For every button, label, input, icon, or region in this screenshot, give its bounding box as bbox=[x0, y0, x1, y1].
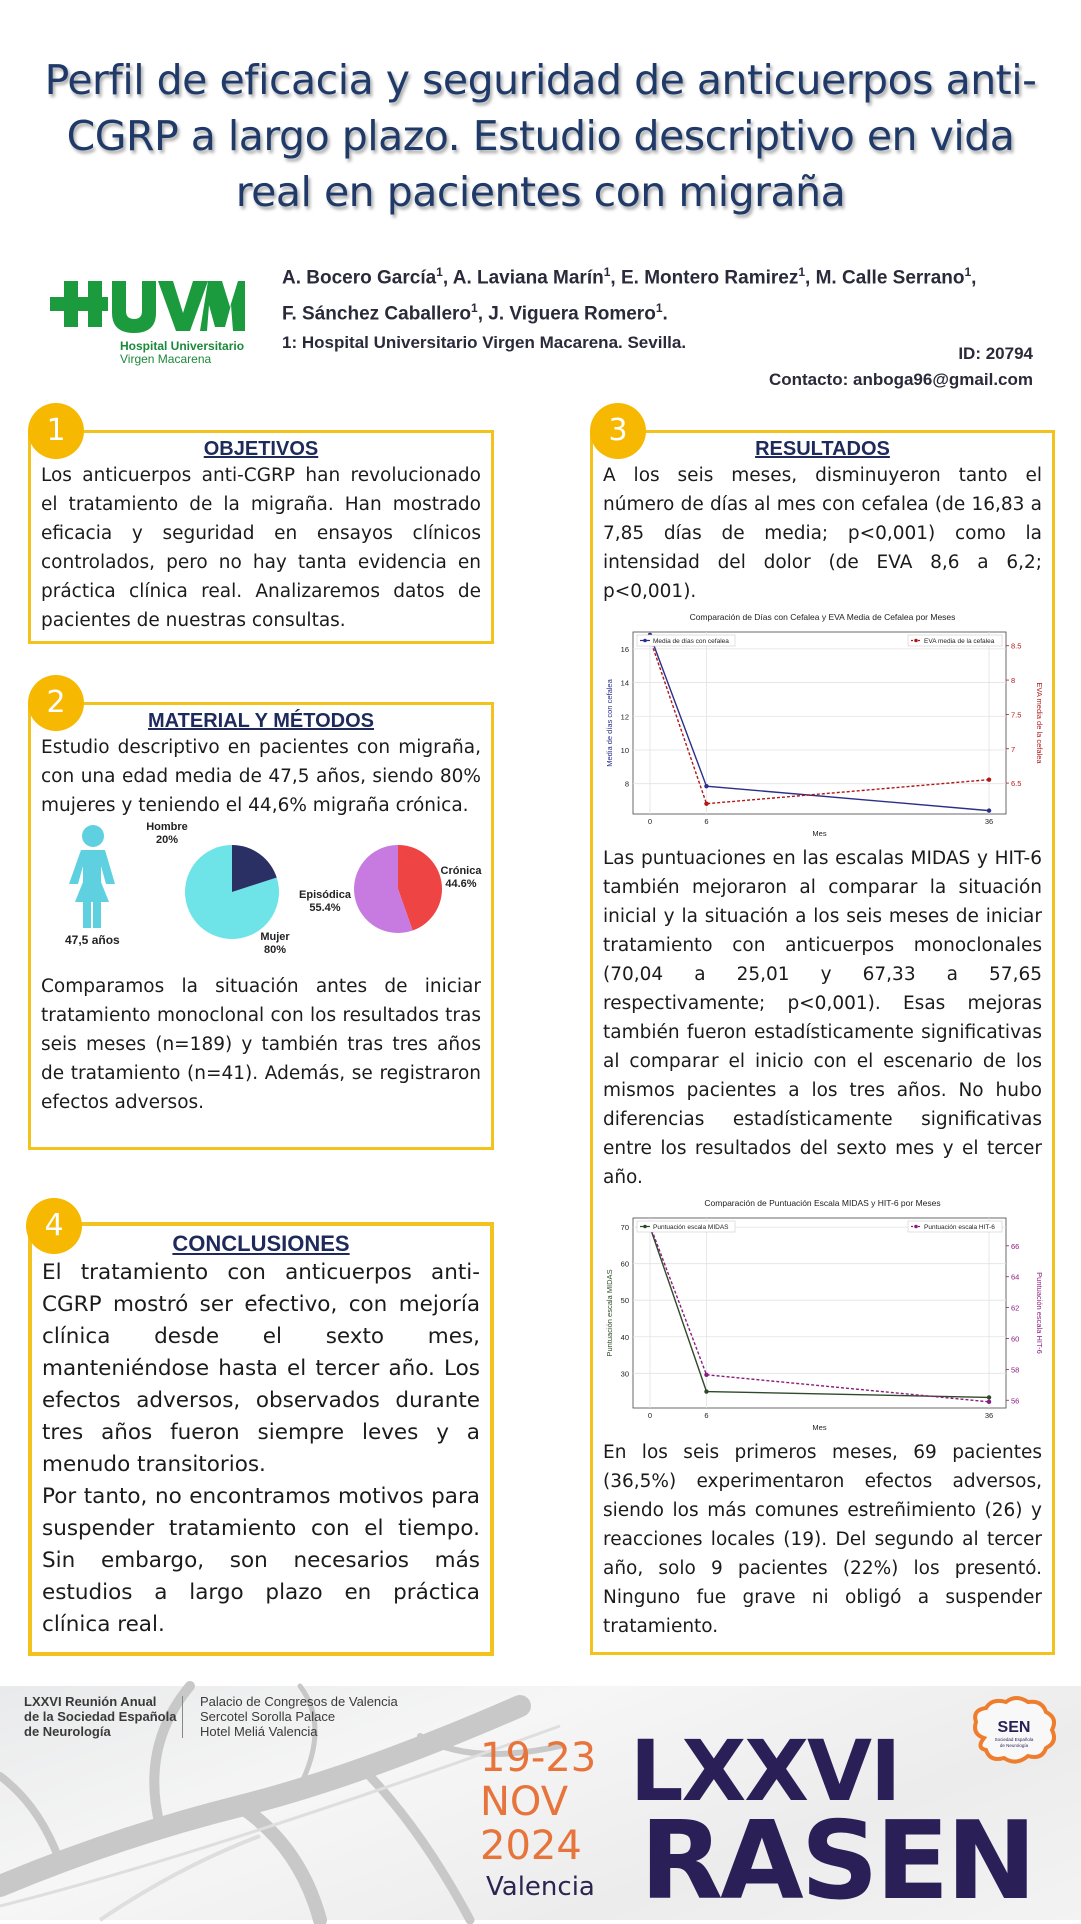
pie-label-episodica-pct: 55.4% bbox=[309, 902, 341, 914]
author-affiliation-mark: 1 bbox=[603, 265, 611, 279]
author-name: J. Viguera Romero bbox=[488, 303, 656, 325]
y-axis-label: Puntuación escala MIDAS bbox=[605, 1269, 614, 1357]
pie-label-episodica: Episódica bbox=[299, 889, 351, 901]
x-tick-label: 0 bbox=[647, 1411, 653, 1420]
y2-tick-label: 6.5 bbox=[1011, 779, 1022, 789]
chart-title: Comparación de Puntuación Escala MIDAS y HIT-6 por Meses bbox=[704, 1198, 941, 1208]
resultados-heading: RESULTADOS bbox=[755, 438, 890, 460]
conclusiones-text-2: Por tanto, no encontramos motivos para suspender tratamiento con el tiempo. Sin embargo, son necesarios más estudios a largo plazo en práctica clínica real. bbox=[42, 1484, 480, 1637]
author-name: M. Calle Serrano bbox=[815, 267, 965, 289]
section-number-badge: 1 bbox=[28, 403, 84, 459]
x-tick-label: 6 bbox=[704, 1411, 709, 1420]
y2-tick-label: 7.5 bbox=[1011, 710, 1022, 720]
event-edition: LXXVI bbox=[630, 1722, 900, 1820]
y-tick-label: 10 bbox=[620, 745, 629, 755]
legend-label: Puntuación escala HIT-6 bbox=[924, 1224, 995, 1231]
sen-logo-text: SEN bbox=[997, 1719, 1031, 1736]
data-point bbox=[987, 777, 991, 781]
series-line bbox=[650, 1227, 989, 1397]
legend-right bbox=[908, 1221, 1002, 1232]
sen-logo bbox=[968, 1694, 1060, 1768]
sex-pie-chart bbox=[185, 845, 279, 939]
author-affiliation-mark: 1 bbox=[436, 265, 443, 279]
section-number-badge: 3 bbox=[590, 403, 646, 459]
author-name: A. Laviana Marín bbox=[452, 267, 604, 289]
y-tick-label: 70 bbox=[620, 1223, 629, 1233]
event-name: RASEN bbox=[640, 1799, 1034, 1924]
author-name: F. Sánchez Caballero bbox=[282, 303, 472, 325]
plot-frame bbox=[633, 1218, 1006, 1408]
x-axis-label: Mes bbox=[812, 829, 827, 838]
metodos-text-2: Comparamos la situación antes de iniciar tratamiento monoclonal con los resultados tras seis meses (n=189) y también tras tres años de tratamiento (n=41). Además, se registraron efectos adversos. bbox=[41, 976, 481, 1113]
legend-left bbox=[637, 1221, 735, 1232]
author-affiliation-mark: 1 bbox=[798, 265, 806, 279]
series-line bbox=[650, 639, 989, 804]
y2-axis-label: EVA media de la cefalea bbox=[1035, 682, 1044, 764]
age-label: 47,5 años bbox=[65, 933, 120, 947]
legend-marker bbox=[914, 1225, 918, 1229]
data-point bbox=[704, 1373, 708, 1377]
y2-tick-label: 58 bbox=[1011, 1365, 1020, 1375]
huvm-logo-mark bbox=[50, 275, 245, 337]
legend-left bbox=[637, 635, 735, 646]
affiliation: 1: Hospital Universitario Virgen Macarena. Sevilla. bbox=[282, 333, 687, 352]
plot-frame bbox=[633, 632, 1006, 814]
y2-tick-label: 62 bbox=[1011, 1303, 1020, 1313]
legend-label: Puntuación escala MIDAS bbox=[653, 1224, 729, 1231]
x-tick-label: 0 bbox=[647, 817, 653, 826]
y-tick-label: 14 bbox=[620, 678, 629, 688]
author-list bbox=[282, 257, 1042, 330]
conclusiones-text-1: El tratamiento con anticuerpos anti-CGRP mostró ser efectivo, con mejoría clínica desde el sexto mes, manteniéndose hasta el tercer año. Los efectos adversos, observados durante tres años fueron siempre leves y a menudo transitorios. bbox=[42, 1260, 480, 1477]
y2-tick-label: 60 bbox=[1011, 1334, 1020, 1344]
y-tick-label: 8 bbox=[624, 779, 629, 789]
x-tick-label: 36 bbox=[984, 1411, 994, 1420]
hospital-name: Hospital Universitario Virgen Macarena bbox=[120, 339, 245, 366]
y2-tick-label: 8 bbox=[1011, 676, 1016, 686]
y-tick-label: 50 bbox=[620, 1296, 629, 1306]
hospital-logo bbox=[50, 275, 245, 370]
resultados-text-2: Las puntuaciones en las escalas MIDAS y HIT-6 también mejoraron al comparar la situación inicial y la situación a los seis meses de iniciar tratamiento con anticuerpos monoclonales (70,04 a 25,01 y 67,33 a 57,65 respectivamente; p<0,001). Esas mejoras también fueron estadísticamente significativas al comparar el inicio con el escenario de los mismos pacientes a los tres años. No hubo diferencias estadísticamente significativas entre los resultados del sexto mes y el tercer año. bbox=[603, 848, 1042, 1188]
y2-tick-label: 56 bbox=[1011, 1396, 1020, 1406]
conclusiones-heading: CONCLUSIONES bbox=[172, 1231, 350, 1256]
section-objetivos bbox=[28, 430, 494, 644]
chart-title: Comparación de Días con Cefalea y EVA Media de Cefalea por Meses bbox=[689, 612, 956, 622]
objetivos-text: Los anticuerpos anti-CGRP han revolucionado el tratamiento de la migraña. Han mostrado eficacia y seguridad en ensayos clínicos controlados, pero no hay tanta evidencia en práctica clínica real. Analizaremos datos de pacientes de nuestras consultas. bbox=[41, 465, 481, 631]
author-affiliation-mark: 1 bbox=[964, 265, 972, 279]
resultados-text-1: A los seis meses, disminuyeron tanto el número de días al mes con cefalea (de 16,83 a 7,85 días de media; p<0,001) como la intensidad del dolor (de EVA 8,6 a 6,2; p<0,001). bbox=[603, 465, 1042, 602]
x-tick-label: 6 bbox=[704, 817, 709, 826]
woman-icon bbox=[69, 825, 115, 928]
y-axis-label: Media de días con cefalea bbox=[605, 679, 614, 767]
pie-label-mujer: Mujer bbox=[260, 931, 290, 943]
chart-midas-hit6 bbox=[603, 1196, 1042, 1434]
y2-axis-label: Puntuación escala HIT-6 bbox=[1035, 1272, 1044, 1354]
event-city: Valencia bbox=[486, 1872, 595, 1902]
author-name: E. Montero Ramirez bbox=[620, 267, 799, 289]
pie-label-mujer-pct: 80% bbox=[263, 944, 287, 956]
author-name: A. Bocero García bbox=[282, 267, 437, 289]
legend-label: EVA media de la cefalea bbox=[924, 638, 995, 645]
y-tick-label: 16 bbox=[620, 644, 629, 654]
y2-tick-label: 7 bbox=[1011, 744, 1016, 754]
chart-headache-days-eva bbox=[603, 610, 1042, 840]
sen-logo-subtitle: Sociedad Española bbox=[994, 1737, 1034, 1742]
event-dates: 19-23 NOV 2024 bbox=[480, 1735, 597, 1869]
x-axis-label: Mes bbox=[812, 1423, 827, 1432]
author-affiliation-mark: 1 bbox=[471, 301, 478, 316]
pie-label-cronica: Crónica bbox=[440, 865, 482, 877]
data-point bbox=[987, 808, 991, 812]
abstract-id: ID: 20794 bbox=[958, 344, 1033, 363]
resultados-text-3: En los seis primeros meses, 69 pacientes (36,5%) experimentaron efectos adversos, siendo los más comunes estreñimiento (26) y reacciones locales (19). Del segundo al tercer año, solo 9 pacientes (22%) los presentó. Ninguno fue grave ni obligó a suspender tratamiento. bbox=[603, 1442, 1042, 1637]
section-resultados bbox=[590, 430, 1055, 1655]
objetivos-heading: OBJETIVOS bbox=[203, 438, 319, 460]
legend-label: Media de días con cefalea bbox=[653, 638, 729, 645]
author-affiliation-mark: 1 bbox=[655, 301, 663, 316]
data-point bbox=[704, 801, 708, 805]
x-tick-label: 36 bbox=[984, 817, 994, 826]
pie-label-cronica-pct: 44.6% bbox=[445, 878, 477, 890]
data-point bbox=[704, 784, 708, 788]
legend-marker bbox=[643, 1225, 647, 1229]
author-line: A. Bocero García$^1$, A. Laviana Marín$^1$, E. Montero Ramirez$^1$, M. Calle Serrano$^1$, bbox=[282, 265, 977, 289]
section-number-badge: 4 bbox=[26, 1198, 82, 1254]
legend-marker bbox=[643, 639, 647, 643]
author-line: F. Sánchez Caballero$^1$, J. Viguera Romero$^1$. bbox=[282, 301, 668, 325]
metodos-text-1: Estudio descriptivo en pacientes con migraña, con una edad media de 47,5 años, siendo 80% mujeres y teniendo el 44,6% migraña crónica. bbox=[41, 737, 481, 816]
y-tick-label: 12 bbox=[620, 712, 629, 722]
section-conclusiones bbox=[28, 1222, 494, 1656]
y2-tick-label: 64 bbox=[1011, 1272, 1020, 1282]
data-point bbox=[987, 1400, 991, 1404]
legend-marker bbox=[914, 639, 918, 643]
section-number-badge: 2 bbox=[28, 675, 84, 731]
conference-footer bbox=[0, 1686, 1081, 1924]
y-tick-label: 30 bbox=[620, 1369, 629, 1379]
pie-label-hombre-pct: 20% bbox=[155, 834, 179, 846]
poster-title: Perfil de eficacia y seguridad de anticuerpos anti-CGRP a largo plazo. Estudio descriptivo en vida real en pacientes con migraña bbox=[44, 56, 1037, 216]
legend-right bbox=[908, 635, 1002, 646]
footer-divider bbox=[182, 1696, 183, 1738]
pie-label-hombre: Hombre bbox=[146, 821, 188, 833]
meeting-name: LXXVI Reunión Anual de la Sociedad Española de Neurología bbox=[24, 1694, 177, 1739]
section-metodos bbox=[28, 702, 494, 1150]
migraine-type-pie-chart bbox=[354, 845, 442, 933]
y2-tick-label: 66 bbox=[1011, 1241, 1020, 1251]
data-point bbox=[987, 1395, 991, 1399]
y2-tick-label: 8.5 bbox=[1011, 641, 1022, 651]
metodos-heading: MATERIAL Y MÉTODOS bbox=[148, 710, 374, 732]
sen-logo-subtitle: de Neurología bbox=[999, 1743, 1029, 1748]
contact-email: Contacto: anboga96@gmail.com bbox=[768, 370, 1033, 389]
demographics-figure bbox=[41, 822, 481, 972]
y-tick-label: 60 bbox=[620, 1259, 629, 1269]
y-tick-label: 40 bbox=[620, 1332, 629, 1342]
venue-list: Palacio de Congresos de Valencia Sercotel Sorolla Palace Hotel Meliá Valencia bbox=[200, 1694, 398, 1739]
data-point bbox=[704, 1389, 708, 1393]
